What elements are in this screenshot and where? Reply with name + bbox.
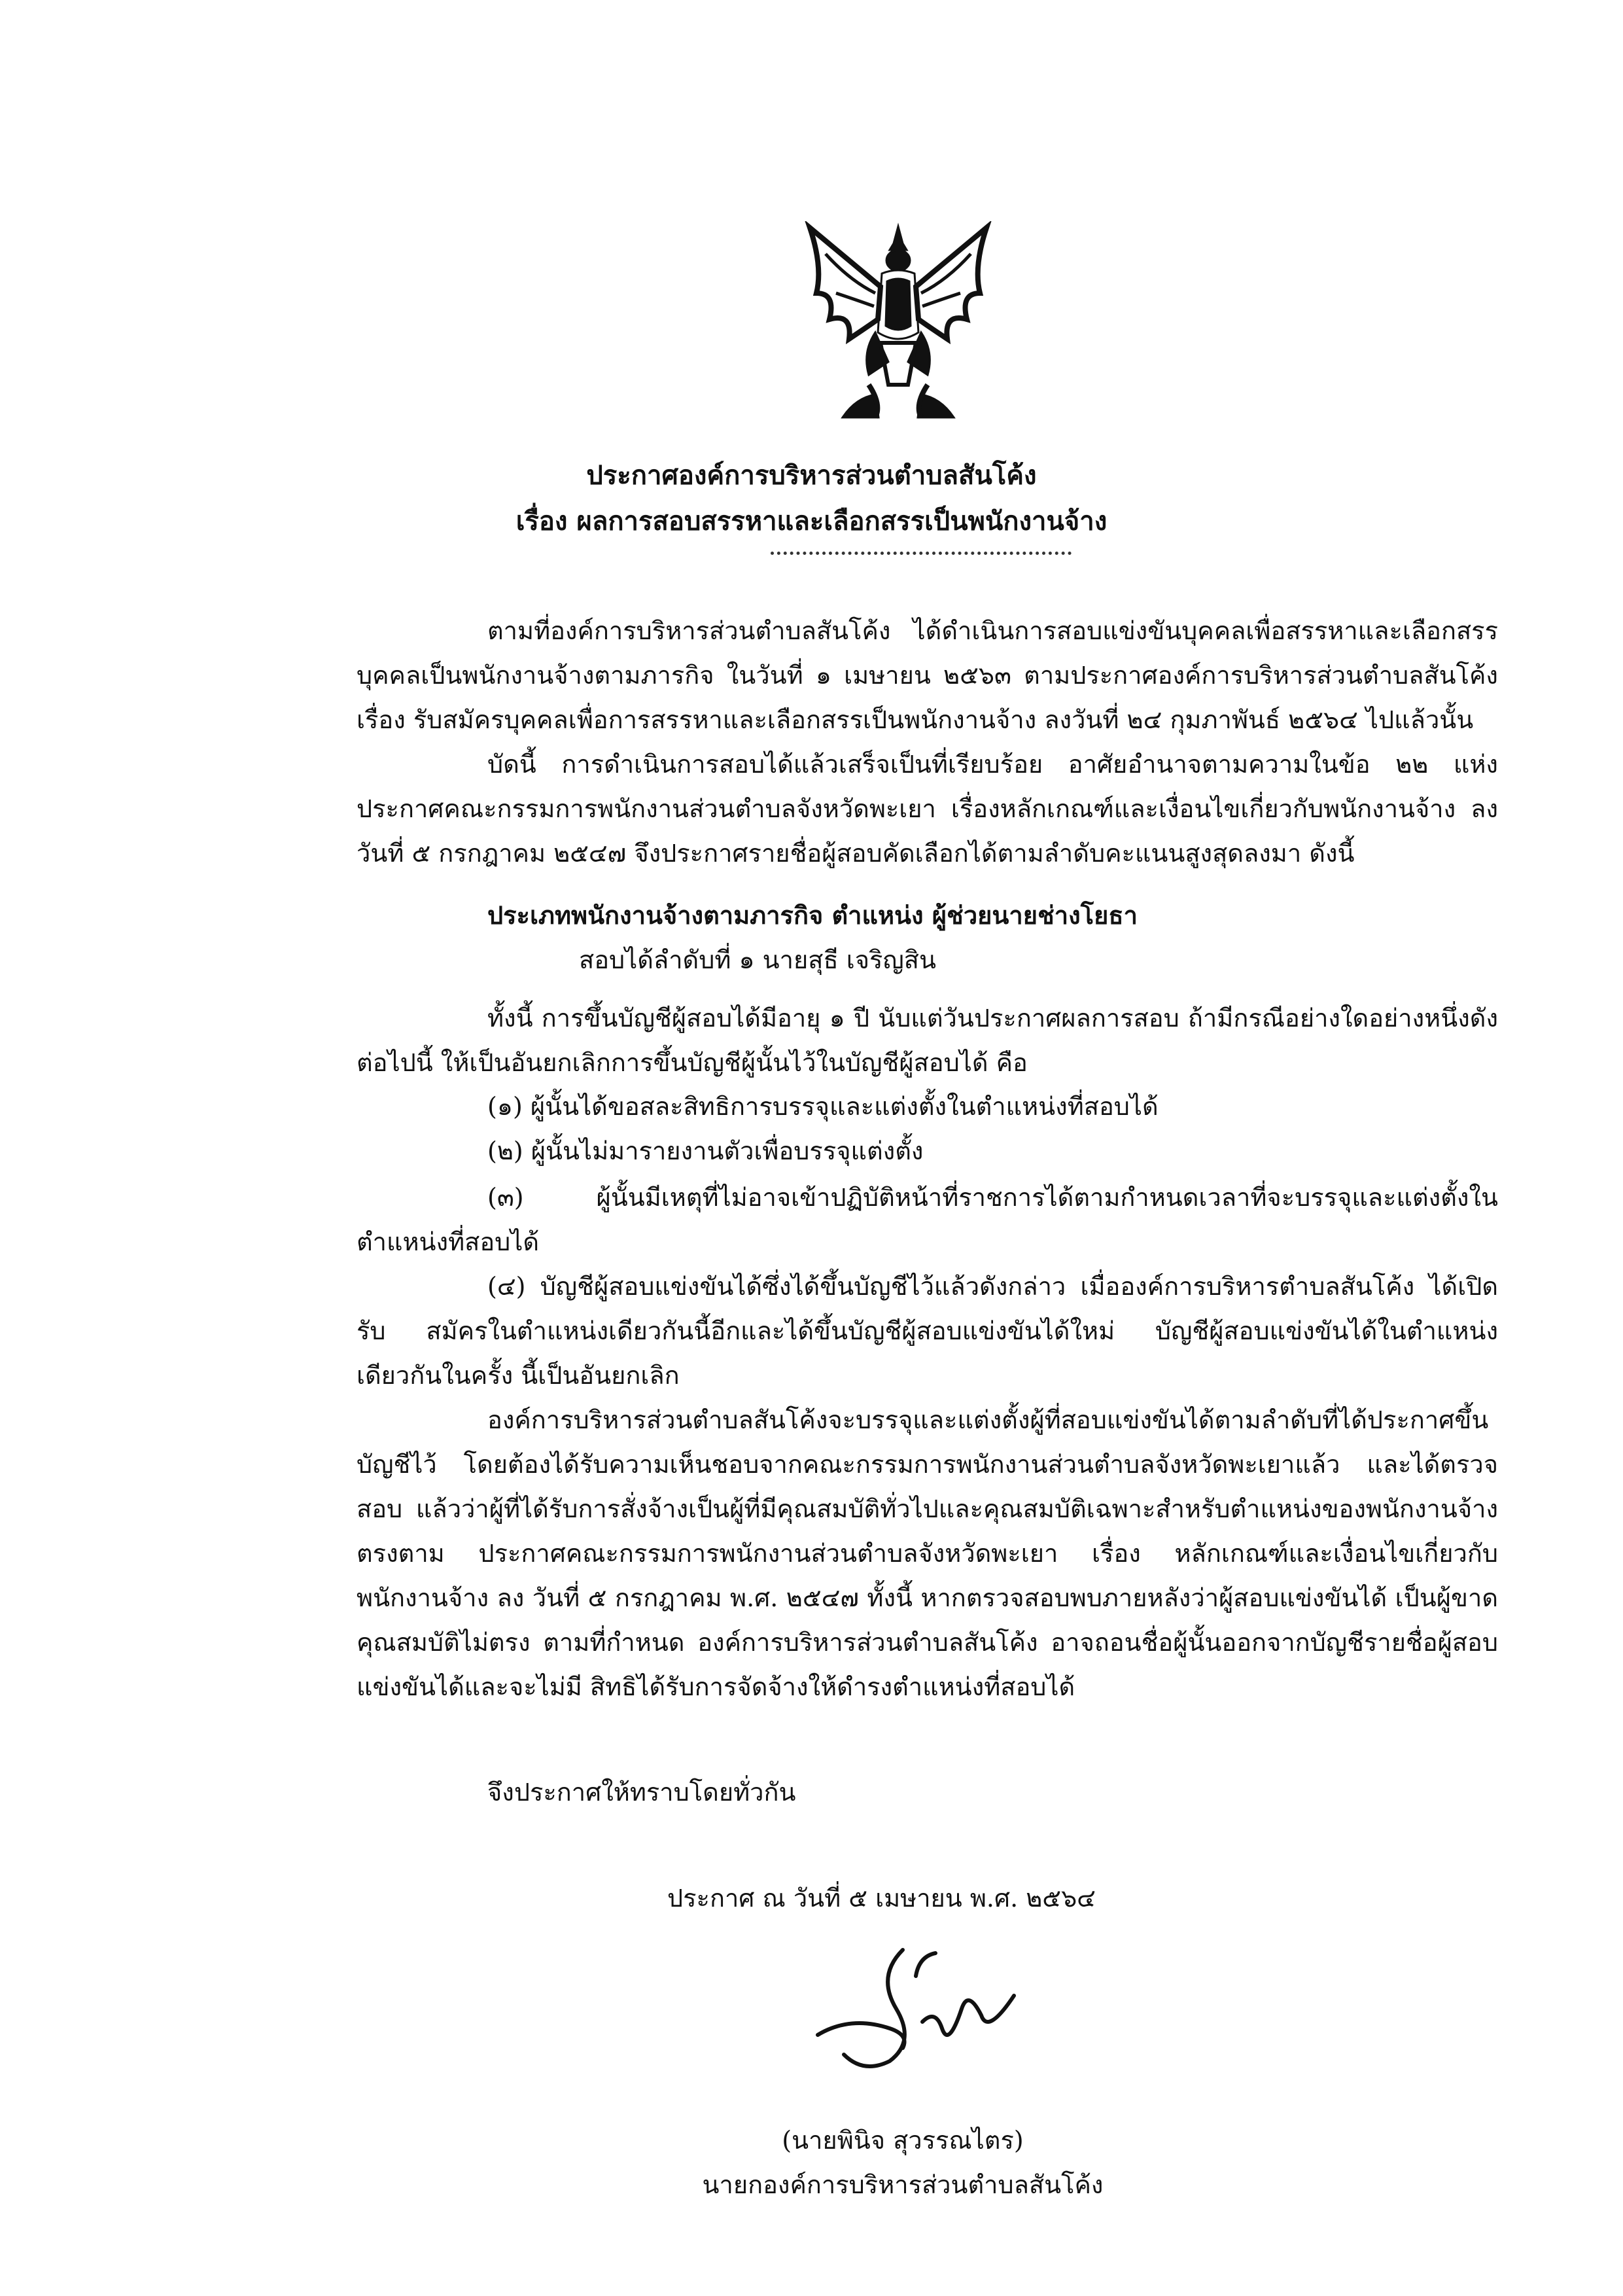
position-heading: ประเภทพนักงานจ้างตามภารกิจ ตำแหน่ง ผู้ช่วยนายช่างโยธา — [487, 900, 1138, 930]
announcement-date: ประกาศ ณ วันที่ ๕ เมษายน พ.ศ. ๒๕๖๔ — [667, 1884, 1096, 1913]
announcement-subject: เรื่อง ผลการสอบสรรหาและเลือกสรรเป็นพนักงานจ้าง — [515, 506, 1108, 537]
condition-item-3: (๓) ผู้นั้นมีเหตุที่ไม่อาจเข้าปฏิบัติหน้าที่ราชการได้ตามกำหนดเวลาที่จะบรรจุและแต่งตั้งใน ตำแหน่งที่สอบได้ — [357, 1183, 1498, 1256]
garuda-emblem-icon — [803, 221, 993, 425]
condition-item-2: (๒) ผู้นั้นไม่มารายงานตัวเพื่อบรรจุแต่งตั้ง — [487, 1137, 924, 1165]
dotted-divider — [771, 552, 1072, 555]
closing-statement: จึงประกาศให้ทราบโดยทั่วกัน — [487, 1778, 796, 1807]
paragraph-intro: ตามที่องค์การบริหารส่วนตำบลสันโค้ง ได้ดำเนินการสอบแข่งขันบุคคลเพื่อสรรหาและเลือกสรรบุคคลเป็นพนักงานจ้างตามภารกิจ ในวันที่ ๑ เมษายน ๒๕๖๓ ตามประกาศองค์การบริหารส่วนตำบลสันโค้ง เรื่อง รับสมัครบุคคลเพื่อการสรรหาและเลือกสรรเป็นพนักงานจ้าง ลงวันที่ ๒๔ กุมภาพันธ์ ๒๕๖๔ ไปแล้วนั้น — [357, 616, 1498, 734]
handwritten-signature — [805, 1937, 1040, 2087]
condition-item-1: (๑) ผู้นั้นได้ขอสละสิทธิการบรรจุและแต่งตั้งในตำแหน่งที่สอบได้ — [487, 1092, 1159, 1121]
rank-line: สอบได้ลำดับที่ ๑ นายสุธี เจริญสิน — [579, 945, 936, 974]
signatory-title: นายกองค์การบริหารส่วนตำบลสันโค้ง — [702, 2170, 1104, 2199]
paragraph-appointment: องค์การบริหารส่วนตำบลสันโค้งจะบรรจุและแต่งตั้งผู้ที่สอบแข่งขันได้ตามลำดับที่ได้ประกาศขึ้น บัญชีไว้ โดยต้องได้รับความเห็นชอบจากคณะกรรมการพนักงานส่วนตำบลจังหวัดพะเยาแล้ว และได้ตรวจสอบ แล้วว่าผู้ที่ได้รับการสั่งจ้างเป็นผู้ที่มีคุณสมบัติทั่วไปและคุณสมบัติเฉพาะสำหรับตำแหน่งของพนักงานจ้าง ตรงตาม ประกาศคณะกรรมการพนักงานส่วนตำบลจังหวัดพะเยา เรื่อง หลักเกณฑ์และเงื่อนไขเกี่ยวกับพนักงานจ้าง ลง วันที่ ๕ กรกฎาคม พ.ศ. ๒๕๔๗ ทั้งนี้ หากตรวจสอบพบภายหลังว่าผู้สอบแข่งขันได้ เป็นผู้ขาดคุณสมบัติไม่ตรง ตามที่กำหนด องค์การบริหารส่วนตำบลสันโค้ง อาจถอนชื่อผู้นั้นออกจากบัญชีรายชื่อผู้สอบแข่งขันได้และจะไม่มี สิทธิได้รับการจัดจ้างให้ดำรงตำแหน่งที่สอบได้ — [357, 1405, 1498, 1701]
paragraph-result: บัดนี้ การดำเนินการสอบได้แล้วเสร็จเป็นที่เรียบร้อย อาศัยอำนาจตามความในข้อ ๒๒ แห่ง ประกาศคณะกรรมการพนักงานส่วนตำบลจังหวัดพะเยา เรื่องหลักเกณฑ์และเงื่อนไขเกี่ยวกับพนักงานจ้าง ลงวันที่ ๕ กรกฎาคม ๒๕๔๗ จึงประกาศรายชื่อผู้สอบคัดเลือกได้ตามลำดับคะแนนสูงสุดลงมา ดังนี้ — [357, 750, 1498, 868]
announcement-title: ประกาศองค์การบริหารส่วนตำบลสันโค้ง — [586, 460, 1037, 491]
paragraph-conditions: ทั้งนี้ การขึ้นบัญชีผู้สอบได้มีอายุ ๑ ปี นับแต่วันประกาศผลการสอบ ถ้ามีกรณีอย่างใดอย่างหนึ่งดังต่อไปนี้ ให้เป็นอันยกเลิกการขึ้นบัญชีผู้นั้นไว้ในบัญชีผู้สอบได้ คือ — [357, 1004, 1498, 1077]
signatory-name: (นายพินิจ สุวรรณไตร) — [782, 2126, 1024, 2155]
condition-item-4: (๔) บัญชีผู้สอบแข่งขันได้ซึ่งได้ขึ้นบัญชีไว้แล้วดังกล่าว เมื่อองค์การบริหารตำบลสันโค้ง ได้เปิดรับ สมัครในตำแหน่งเดียวกันนี้อีกและได้ขึ้นบัญชีผู้สอบแข่งขันได้ใหม่ บัญชีผู้สอบแข่งขันได้ในตำแหน่งเดียวกันในครั้ง นี้เป็นอันยกเลิก — [357, 1272, 1498, 1390]
